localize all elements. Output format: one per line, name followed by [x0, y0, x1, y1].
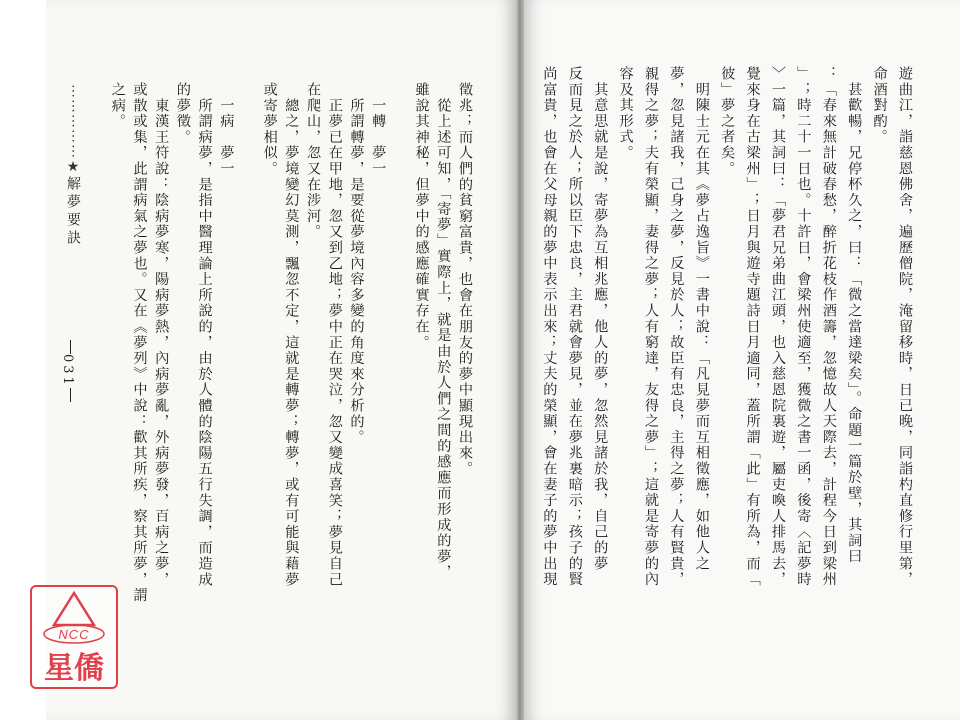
right_page-column: 遊曲江，詣慈恩佛舍，遍歷僧院，淹留移時，日已晚，同詣杓直修行里第，	[897, 66, 913, 588]
stamp-ncc-text: NCC	[58, 627, 90, 642]
page-number	[60, 340, 75, 402]
right_page-column: 覺來身在古梁州」；日月與遊寺題詩日月適同，蓋所謂「此」有所為，而「	[744, 66, 761, 588]
left_page-column: 雖說其神秘，但夢中的感應確實存在。	[413, 82, 430, 351]
right_page-column: 〉一篇，其詞曰：「夢君兄弟曲江頭，也入慈恩院裏遊，屬吏喚人排馬去，	[770, 66, 786, 588]
right_page-column: 」；時二十一日也。十許日，會梁州使適至，獲微之書一函，後寄〈記夢時	[795, 66, 812, 588]
left_page-column: 的夢徵。	[174, 82, 191, 146]
page-number-text: 031	[60, 354, 75, 388]
right_page-column: 反而見之於人；所以臣下忠良，主君就會夢見，並在夢兆裏暗示；孩子的賢	[566, 66, 583, 588]
book-gutter	[516, 0, 524, 720]
left_page-column: 或散或集，此謂病氣之夢也。又在《夢列》中說：歡其所疾，察其所夢，謂	[131, 82, 148, 604]
right_page-column: 夢，忽見諸我，己身之夢，反見於人；故臣有忠良，主得之夢；人有賢貴，	[668, 66, 685, 588]
left_page-column: 總之，夢境變幻莫測，飄忽不定，這就是轉夢；轉夢，或有可能與藉夢	[283, 82, 300, 588]
right_page-column: 甚歡暢，兄停杯久之，曰：「微之當達梁矣」。命題一篇於壁，其詞曰	[846, 66, 863, 565]
right_page-column: ：「春來無計破春愁，醉折花枝作酒籌，忽憶故人天際去，計程今日到梁州	[820, 66, 837, 588]
left_page-column: 所謂病夢，是指中醫理論上所說的，由於人體的陰陽五行失調，而造成	[196, 82, 213, 588]
right_page-column: 其意思就是說，寄夢為互相兆應，他人的夢，忽然見諸於我，自己的夢	[592, 66, 609, 572]
header-dots: ⋯⋯⋯⋯⋯★	[65, 84, 81, 176]
right_page-column: 彼」夢之者矣。	[719, 66, 736, 177]
left_page-column: 徵兆；而人們的貧窮富貴，也會在朋友的夢中顯現出來。	[457, 82, 473, 477]
left_page-column: 正夢已在甲地，忽又到乙地；夢中正在哭泣，忽又變成喜笑；夢見自己	[326, 82, 343, 588]
page-number-rule-bottom	[70, 388, 71, 402]
left_page-column: 或寄夢相似。	[261, 82, 278, 177]
running-header	[63, 84, 83, 248]
page-number-rule-top	[70, 340, 71, 354]
right_page-column: 明陳士元在其《夢占逸旨》一書中說：「凡見夢而互相徵應，如他人之	[693, 66, 710, 572]
left_page-column: 一病 夢一	[218, 82, 235, 177]
right_page-column: 容及其形式。	[617, 66, 634, 161]
left_page-column: 東漢王符說：陰病夢寒，陽病夢熱，內病夢亂，外病夢發，百病之夢，	[153, 82, 170, 588]
header-title: 解夢要訣	[65, 176, 81, 248]
ncc-watermark-stamp	[30, 585, 118, 689]
left_page-column: 在爬山，忽又在涉河。	[305, 82, 322, 240]
stamp-brand-text: 星僑	[44, 651, 104, 686]
right_page-column: 親得之夢；夫有榮顯，妻得之夢；人有窮達，友得之夢」；這就是寄夢的內	[643, 66, 659, 588]
right_page-column: 尚富貴，也會在父母親的夢中表示出來；丈夫的榮顯，會在妻子的夢中出現	[541, 66, 558, 588]
left_page-column: 所謂轉夢，是要從夢境內容多變的角度來分析的。	[348, 82, 365, 446]
left_page-column: 一轉 夢一	[370, 82, 387, 177]
left_page-column: 從上述可知，「寄夢」實際上，就是由於人們之間的感應而形成的夢，	[435, 82, 452, 581]
left_page-column: 之病。	[109, 82, 126, 130]
right_page-column: 命酒對酌。	[871, 66, 888, 145]
